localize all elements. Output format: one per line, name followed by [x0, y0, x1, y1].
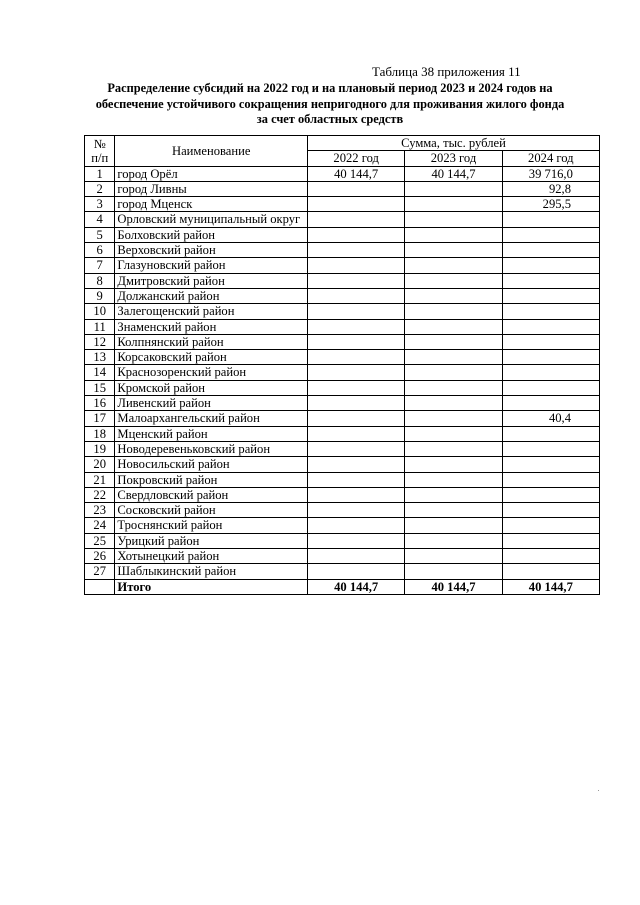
table-row — [85, 166, 600, 181]
table-row — [85, 426, 600, 441]
row-value-2024 — [502, 273, 599, 288]
row-value-2024 — [502, 227, 599, 242]
row-value-2022 — [308, 533, 405, 548]
row-value-2023 — [405, 441, 502, 456]
row-number: 6 — [85, 243, 115, 258]
scan-speck — [598, 790, 599, 791]
row-value-2024 — [502, 258, 599, 273]
row-name: Залегощенский район — [115, 304, 308, 319]
row-value-2023 — [405, 288, 502, 303]
row-value-2024 — [502, 350, 599, 365]
row-name: Сосковский район — [115, 503, 308, 518]
row-value-2024 — [502, 288, 599, 303]
row-value-2022 — [308, 380, 405, 395]
row-number: 5 — [85, 227, 115, 242]
row-value-2024: 39 716,0 — [502, 166, 599, 181]
row-number: 23 — [85, 503, 115, 518]
row-name: Ливенский район — [115, 396, 308, 411]
row-value-2024 — [502, 212, 599, 227]
row-name: город Мценск — [115, 197, 308, 212]
row-value-2023 — [405, 380, 502, 395]
row-number: 12 — [85, 334, 115, 349]
row-name: Знаменский район — [115, 319, 308, 334]
row-number: 14 — [85, 365, 115, 380]
row-value-2022 — [308, 441, 405, 456]
row-name: Покровский район — [115, 472, 308, 487]
row-value-2022 — [308, 212, 405, 227]
row-number: 22 — [85, 487, 115, 502]
row-value-2024 — [502, 518, 599, 533]
row-value-2023 — [405, 564, 502, 579]
row-value-2024 — [502, 457, 599, 472]
row-value-2023 — [405, 350, 502, 365]
row-number: 9 — [85, 288, 115, 303]
row-value-2023 — [405, 258, 502, 273]
row-number: 8 — [85, 273, 115, 288]
row-number: 21 — [85, 472, 115, 487]
row-value-2024 — [502, 304, 599, 319]
row-value-2023 — [405, 319, 502, 334]
table-row — [85, 197, 600, 212]
table-row — [85, 411, 600, 426]
row-value-2023 — [405, 457, 502, 472]
header-year-2022: 2022 год — [308, 151, 405, 166]
table-row — [85, 457, 600, 472]
row-value-2023 — [405, 273, 502, 288]
header-year-2023: 2023 год — [405, 151, 502, 166]
row-number: 2 — [85, 181, 115, 196]
row-value-2022 — [308, 350, 405, 365]
row-value-2024 — [502, 441, 599, 456]
row-value-2024 — [502, 564, 599, 579]
row-value-2023 — [405, 334, 502, 349]
row-value-2022 — [308, 227, 405, 242]
table-body — [85, 166, 600, 594]
row-value-2023: 40 144,7 — [405, 166, 502, 181]
table-row — [85, 227, 600, 242]
row-value-2022 — [308, 549, 405, 564]
row-value-2022: 40 144,7 — [308, 166, 405, 181]
row-value-2023 — [405, 181, 502, 196]
row-value-2023 — [405, 411, 502, 426]
row-name: Краснозоренский район — [115, 365, 308, 380]
row-number: 16 — [85, 396, 115, 411]
row-value-2024: 92,8 — [502, 181, 599, 196]
table-row — [85, 258, 600, 273]
table-row — [85, 533, 600, 548]
row-value-2023 — [405, 212, 502, 227]
row-value-2022 — [308, 472, 405, 487]
row-value-2024: 40,4 — [502, 411, 599, 426]
table-row — [85, 212, 600, 227]
row-name: Урицкий район — [115, 533, 308, 548]
row-number: 7 — [85, 258, 115, 273]
document-title — [60, 81, 600, 128]
table-row — [85, 487, 600, 502]
row-value-2023 — [405, 227, 502, 242]
row-value-2023 — [405, 243, 502, 258]
row-name: Должанский район — [115, 288, 308, 303]
total-label: Итого — [115, 579, 308, 594]
row-name: Дмитровский район — [115, 273, 308, 288]
row-number: 17 — [85, 411, 115, 426]
row-name: Новодеревеньковский район — [115, 441, 308, 456]
row-value-2022 — [308, 503, 405, 518]
header-number-line2: п/п — [91, 150, 109, 165]
table-row — [85, 181, 600, 196]
header-number-line1: № — [93, 136, 106, 151]
table-row — [85, 319, 600, 334]
row-number: 19 — [85, 441, 115, 456]
table-row — [85, 273, 600, 288]
row-value-2023 — [405, 304, 502, 319]
title-line: обеспечение устойчивого сокращения непригодного для проживания жилого фонда — [95, 96, 565, 111]
row-value-2024 — [502, 549, 599, 564]
row-name: Корсаковский район — [115, 350, 308, 365]
row-number: 20 — [85, 457, 115, 472]
row-value-2022 — [308, 319, 405, 334]
row-value-2022 — [308, 181, 405, 196]
row-name: Троснянский район — [115, 518, 308, 533]
row-number: 11 — [85, 319, 115, 334]
row-number: 26 — [85, 549, 115, 564]
row-name: Новосильский район — [115, 457, 308, 472]
row-value-2024 — [502, 396, 599, 411]
total-number — [85, 579, 115, 594]
table-row — [85, 472, 600, 487]
table-row — [85, 518, 600, 533]
row-name: Кромской район — [115, 380, 308, 395]
row-value-2024: 295,5 — [502, 197, 599, 212]
row-value-2022 — [308, 258, 405, 273]
row-name: Шаблыкинский район — [115, 564, 308, 579]
row-name: Верховский район — [115, 243, 308, 258]
row-number: 25 — [85, 533, 115, 548]
table-row — [85, 549, 600, 564]
header-sum: Сумма, тыс. рублей — [308, 136, 600, 151]
row-value-2024 — [502, 487, 599, 502]
row-number: 18 — [85, 426, 115, 441]
table-header-row — [85, 136, 600, 151]
row-name: Малоархангельский район — [115, 411, 308, 426]
table-row — [85, 243, 600, 258]
row-number: 15 — [85, 380, 115, 395]
row-value-2024 — [502, 380, 599, 395]
row-value-2024 — [502, 533, 599, 548]
row-value-2022 — [308, 273, 405, 288]
row-value-2022 — [308, 411, 405, 426]
table-total-row — [85, 579, 600, 594]
row-value-2022 — [308, 564, 405, 579]
row-value-2024 — [502, 503, 599, 518]
row-value-2023 — [405, 197, 502, 212]
row-value-2022 — [308, 334, 405, 349]
table-row — [85, 503, 600, 518]
row-value-2022 — [308, 304, 405, 319]
header-name: Наименование — [115, 136, 308, 167]
row-name: город Ливны — [115, 181, 308, 196]
row-number: 1 — [85, 166, 115, 181]
row-name: Орловский муниципальный округ — [115, 212, 308, 227]
total-value-2024: 40 144,7 — [502, 579, 599, 594]
row-value-2023 — [405, 472, 502, 487]
row-number: 3 — [85, 197, 115, 212]
row-value-2022 — [308, 288, 405, 303]
row-value-2022 — [308, 457, 405, 472]
row-value-2023 — [405, 487, 502, 502]
row-value-2022 — [308, 365, 405, 380]
row-name: Колпнянский район — [115, 334, 308, 349]
table-row — [85, 304, 600, 319]
row-value-2024 — [502, 243, 599, 258]
row-value-2022 — [308, 487, 405, 502]
table-row — [85, 365, 600, 380]
row-number: 24 — [85, 518, 115, 533]
row-value-2023 — [405, 396, 502, 411]
table-row — [85, 396, 600, 411]
row-value-2024 — [502, 319, 599, 334]
row-number: 4 — [85, 212, 115, 227]
total-value-2023: 40 144,7 — [405, 579, 502, 594]
row-value-2024 — [502, 365, 599, 380]
row-value-2022 — [308, 426, 405, 441]
header-number — [85, 136, 115, 167]
row-name: Мценский район — [115, 426, 308, 441]
row-value-2022 — [308, 197, 405, 212]
row-value-2022 — [308, 243, 405, 258]
row-name: Глазуновский район — [115, 258, 308, 273]
table-row — [85, 564, 600, 579]
row-value-2023 — [405, 549, 502, 564]
row-value-2023 — [405, 426, 502, 441]
row-value-2023 — [405, 533, 502, 548]
row-value-2024 — [502, 334, 599, 349]
row-value-2024 — [502, 426, 599, 441]
table-row — [85, 350, 600, 365]
subsidy-table — [84, 135, 600, 595]
row-name: Хотынецкий район — [115, 549, 308, 564]
row-name: город Орёл — [115, 166, 308, 181]
table-row — [85, 441, 600, 456]
title-line: Распределение субсидий на 2022 год и на плановый период 2023 и 2024 годов на — [107, 81, 553, 95]
row-value-2024 — [502, 472, 599, 487]
row-number: 10 — [85, 304, 115, 319]
row-value-2023 — [405, 503, 502, 518]
row-name: Болховский район — [115, 227, 308, 242]
title-line: за счет областных средств — [256, 112, 404, 126]
row-value-2023 — [405, 365, 502, 380]
row-value-2022 — [308, 518, 405, 533]
row-value-2022 — [308, 396, 405, 411]
row-number: 27 — [85, 564, 115, 579]
header-year-2024: 2024 год — [502, 151, 599, 166]
row-name: Свердловский район — [115, 487, 308, 502]
table-row — [85, 334, 600, 349]
table-row — [85, 288, 600, 303]
row-number: 13 — [85, 350, 115, 365]
table-row — [85, 380, 600, 395]
total-value-2022: 40 144,7 — [308, 579, 405, 594]
row-value-2023 — [405, 518, 502, 533]
table-reference: Таблица 38 приложения 11 — [372, 64, 521, 79]
